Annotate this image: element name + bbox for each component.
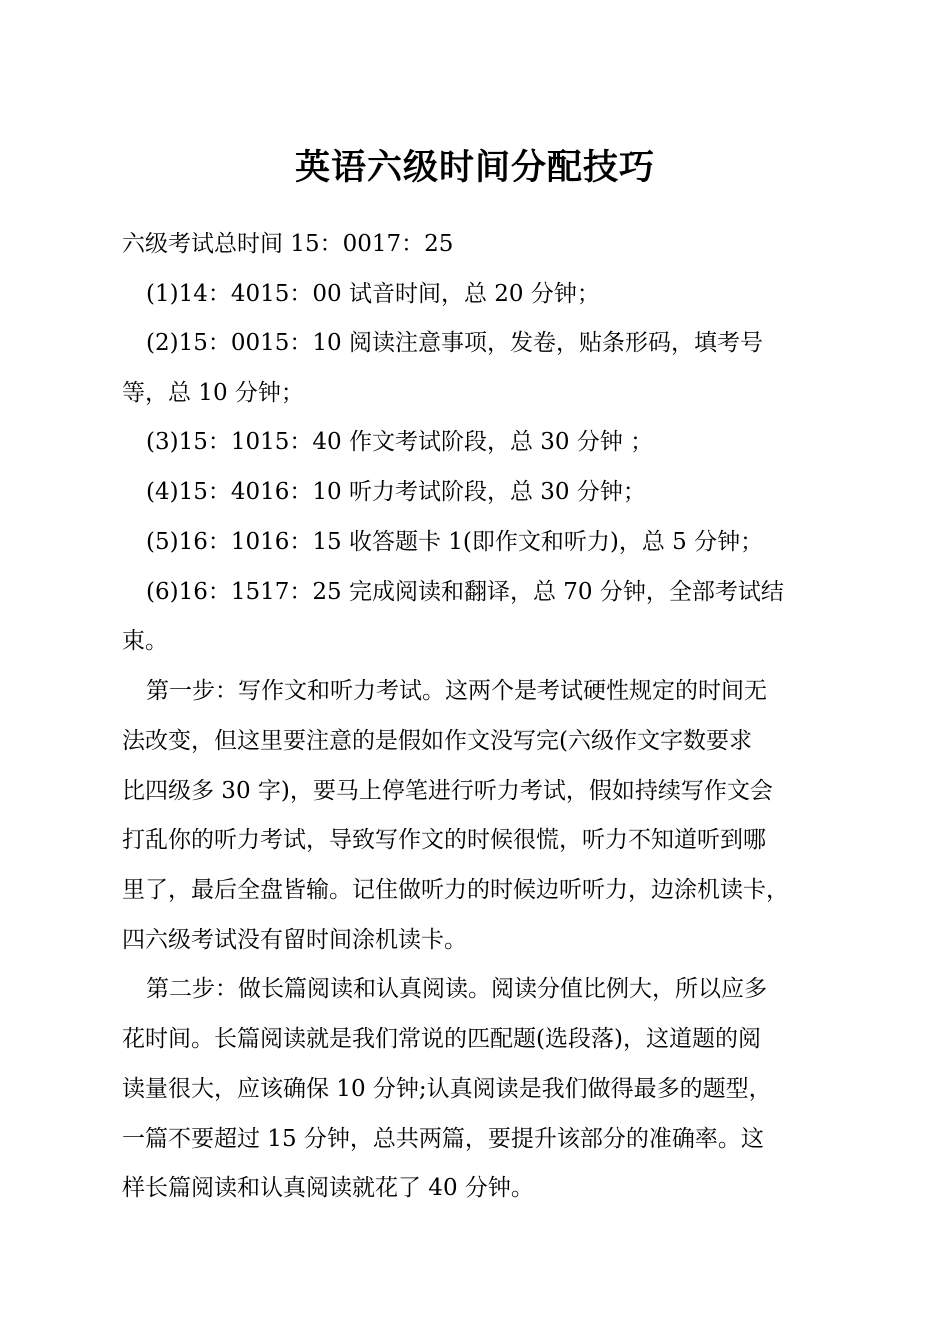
- text-line: 比四级多 30 字)，要马上停笔进行听力考试，假如持续写作文会: [122, 778, 773, 804]
- text-line: 第一步：写作文和听力考试。这两个是考试硬性规定的时间无: [146, 678, 767, 704]
- text-line: (3)15：1015：40 作文考试阶段，总 30 分钟 ；: [146, 429, 654, 455]
- text-line: (5)16：1016：15 收答题卡 1(即作文和听力)，总 5 分钟；: [146, 529, 764, 555]
- text-line: 打乱你的听力考试，导致写作文的时候很慌，听力不知道听到哪: [122, 827, 766, 853]
- text-line: (4)15：4016：10 听力考试阶段，总 30 分钟；: [146, 479, 646, 505]
- document-title: 英语六级时间分配技巧: [294, 147, 655, 188]
- text-line: (1)14：4015：00 试音时间，总 20 分钟；: [146, 281, 600, 307]
- text-line: (6)16：1517：25 完成阅读和翻译，总 70 分钟，全部考试结: [146, 579, 784, 605]
- text-line: 花时间。长篇阅读就是我们常说的匹配题(选段落)，这道题的阅: [122, 1026, 761, 1052]
- text-line: 四六级考试没有留时间涂机读卡。: [122, 927, 467, 953]
- text-line: 里了，最后全盘皆输。记住做听力的时候边听听力，边涂机读卡，: [122, 877, 789, 903]
- text-line: 第二步：做长篇阅读和认真阅读。阅读分值比例大，所以应多: [146, 976, 767, 1002]
- text-line: 六级考试总时间 15：0017：25: [122, 231, 454, 257]
- text-line: (2)15：0015：10 阅读注意事项，发卷，贴条形码，填考号: [146, 330, 763, 356]
- text-line: 读量很大，应该确保 10 分钟;认真阅读是我们做得最多的题型，: [122, 1076, 772, 1102]
- text-line: 样长篇阅读和认真阅读就花了 40 分钟。: [122, 1175, 534, 1201]
- text-line: 一篇不要超过 15 分钟，总共两篇，要提升该部分的准确率。这: [122, 1126, 764, 1152]
- text-line: 束。: [122, 628, 168, 654]
- text-line: 等，总 10 分钟；: [122, 380, 304, 406]
- text-line: 法改变，但这里要注意的是假如作文没写完(六级作文字数要求: [122, 728, 752, 754]
